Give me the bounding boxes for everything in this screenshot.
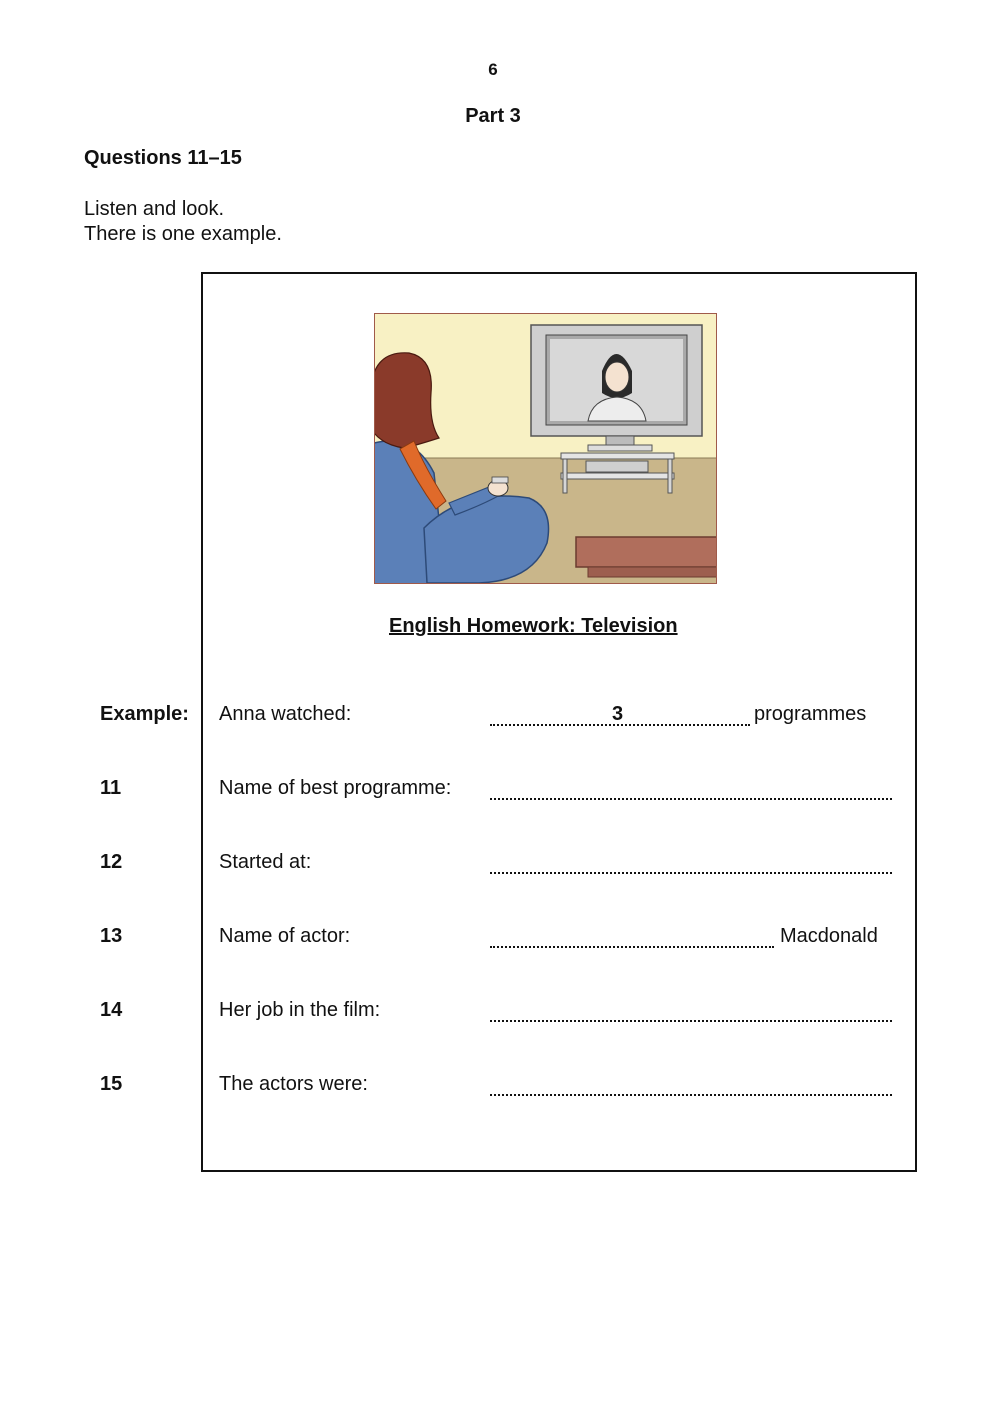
example-prompt: Anna watched:	[219, 703, 352, 725]
example-suffix: programmes	[754, 703, 867, 725]
question-15-answer-line[interactable]	[490, 1094, 892, 1096]
question-13-number: 13	[100, 925, 123, 947]
question-11-answer-line[interactable]	[490, 798, 892, 800]
page-number: 6	[488, 60, 498, 79]
question-12-answer-line[interactable]	[490, 872, 892, 874]
question-14-prompt: Her job in the film:	[219, 999, 381, 1021]
question-15-prompt: The actors were:	[219, 1073, 368, 1095]
question-11-number: 11	[100, 777, 122, 799]
part-title: Part 3	[465, 105, 521, 127]
question-13-prompt: Name of actor:	[219, 925, 351, 947]
question-15-number: 15	[100, 1073, 123, 1095]
question-13-suffix: Macdonald	[780, 925, 878, 947]
homework-title: English Homework: Television	[389, 615, 678, 637]
questions-heading: Questions 11–15	[84, 147, 242, 169]
instruction-line-2: There is one example.	[84, 223, 282, 245]
example-answer: 3	[612, 703, 624, 725]
tv-watching-illustration	[374, 313, 717, 584]
question-11-prompt: Name of best programme:	[219, 777, 452, 799]
question-14-answer-line[interactable]	[490, 1020, 892, 1022]
example-label: Example:	[100, 703, 189, 725]
question-14-number: 14	[100, 999, 123, 1021]
question-13-answer-line[interactable]	[490, 946, 774, 948]
question-12-prompt: Started at:	[219, 851, 312, 873]
instruction-line-1: Listen and look.	[84, 198, 225, 220]
question-12-number: 12	[100, 851, 123, 873]
